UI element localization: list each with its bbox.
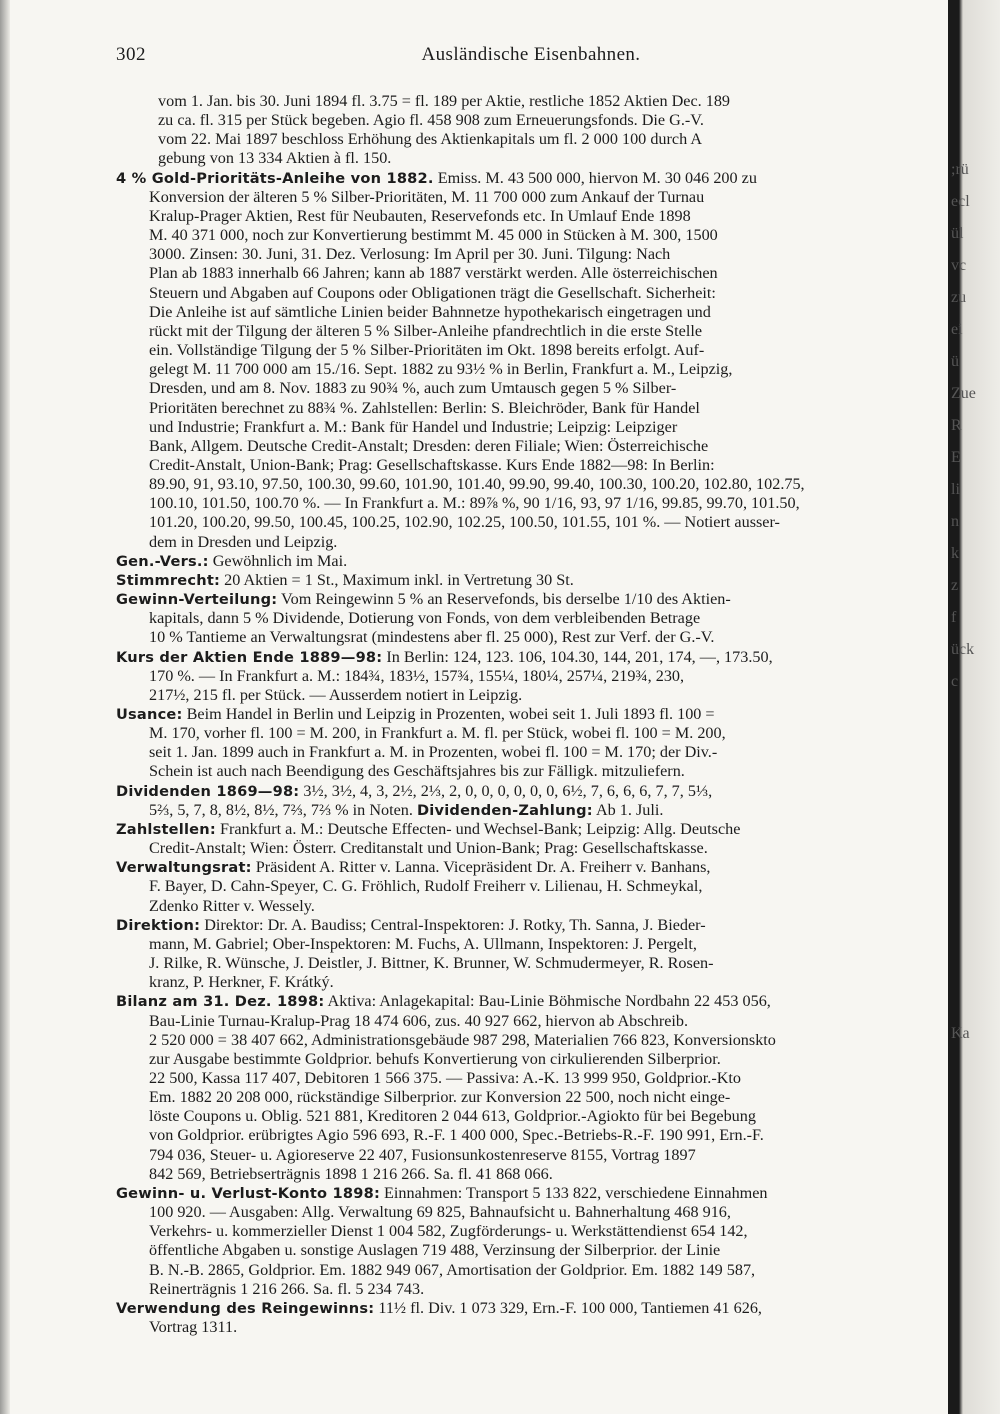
paragraph: [116, 858, 950, 915]
text-line: [116, 533, 950, 552]
line-text: öffentliche Abgaben u. sonstige Auslagen 719 488, Verzinsung der Silberprior. der Linie: [149, 1241, 721, 1260]
section-keyword: Gen.-Vers.:: [116, 552, 209, 570]
line-text: 89.90, 91, 93.10, 97.50, 100.30, 99.60, 101.90, 101.40, 99.90, 99.40, 100.30, 100.20, 102.80, 102.75,: [149, 475, 805, 494]
text-line: [116, 1012, 950, 1031]
section-keyword: Zahlstellen:: [116, 820, 216, 838]
line-text: Kralup-Prager Aktien, Rest für Neubauten, Reservefonds etc. In Umlauf Ende 1898: [149, 206, 691, 225]
line-text: seit 1. Jan. 1899 auch in Frankfurt a. M. in Prozenten, wobei fl. 100 = M. 170; der Div.-: [149, 743, 718, 762]
text-line: [116, 1050, 950, 1069]
running-title: Ausländische Eisenbahnen.: [421, 44, 641, 65]
line-text: Reinerträgnis 1 216 266. Sa. fl. 5 234 743.: [149, 1279, 425, 1298]
text-line: [116, 1241, 950, 1260]
line-text: Plan ab 1883 innerhalb 66 Jahren; kann ab 1887 verstärkt werden. Alle österreichischen: [149, 264, 718, 283]
text-line: [116, 782, 950, 801]
line-text: Verkehrs- u. kommerzieller Dienst 1 004 582, Zugförderungs- u. Werkstättendienst 654 142,: [149, 1222, 748, 1241]
text-line: [116, 264, 950, 283]
text-line: [116, 1203, 950, 1222]
text-line: [116, 130, 950, 149]
text-line: [116, 935, 950, 954]
text-line: [116, 245, 950, 264]
line-text: gelegt M. 11 700 000 am 15./16. Sept. 1882 zu 93½ % in Berlin, Frankfurt a. M., Leipzig,: [149, 360, 733, 379]
text-line: [116, 1107, 950, 1126]
text-line: [116, 628, 950, 647]
line-text: In Berlin: 124, 123. 106, 104.30, 144, 201, 174, —, 173.50,: [382, 647, 773, 666]
line-text: Aktiva: Anlagekapital: Bau-Linie Böhmische Nordbahn 22 453 056,: [324, 992, 771, 1011]
text-line: [116, 322, 950, 341]
paragraph: [116, 169, 950, 552]
text-line: [116, 149, 950, 168]
line-text: 3½, 3½, 4, 3, 2½, 2⅓, 2, 0, 0, 0, 0, 0, 0, 6½, 7, 6, 6, 6, 7, 7, 5⅓,: [299, 781, 713, 800]
text-line: [116, 341, 950, 360]
line-text: 20 Aktien = 1 St., Maximum inkl. in Vertretung 30 St.: [220, 570, 574, 589]
bleed-line: E: [951, 449, 961, 466]
section-keyword: Dividenden 1869—98:: [116, 782, 300, 800]
text-line: [116, 1318, 950, 1337]
line-text: M. 170, vorher fl. 100 = M. 200, in Frankfurt a. M. fl. per Stück, wobei fl. 100 = M. 200,: [149, 724, 726, 743]
adjacent-page-bleed: [951, 160, 1000, 720]
text-line: [116, 1222, 950, 1241]
bleed-line: ü: [951, 353, 959, 370]
section-keyword: Gewinn-Verteilung:: [116, 591, 278, 609]
bleed-line: Zue: [951, 385, 976, 402]
text-line: [116, 111, 950, 130]
line-text: Zdenko Ritter v. Wessely.: [149, 896, 315, 915]
text-line: [116, 839, 950, 858]
line-text: mann, M. Gabriel; Ober-Inspektoren: M. Fuchs, A. Ullmann, Inspektoren: J. Pergelt,: [149, 934, 697, 953]
bleed-line: vc: [951, 257, 967, 274]
section-keyword: Kurs der Aktien Ende 1889—98:: [116, 648, 383, 666]
text-line: [116, 1069, 950, 1088]
line-text: von Goldprior. erübrigtes Agio 596 693, R.-F. 1 400 000, Spec.-Betriebs-R.-F. 190 991, Ern.-F.: [149, 1126, 764, 1145]
text-line: [116, 475, 950, 494]
bleed-line: z: [951, 577, 959, 594]
text-line: [116, 1088, 950, 1107]
text-line: [116, 1299, 950, 1318]
text-line: [116, 226, 950, 245]
bleed-line: li: [951, 481, 960, 498]
text-line: [116, 379, 950, 398]
line-text: Einnahmen: Transport 5 133 822, verschiedene Einnahmen: [380, 1183, 768, 1202]
line-text: 2 520 000 = 38 407 662, Administrationsgebäude 987 298, Materialien 766 823, Konversionskto: [149, 1030, 776, 1049]
section-keyword: Bilanz am 31. Dez. 1898:: [116, 993, 325, 1011]
line-text: 101.20, 100.20, 99.50, 100.45, 100.25, 102.90, 102.25, 100.50, 101.55, 101 %. — Notiert ausser-: [149, 513, 780, 532]
text-line: [116, 954, 950, 973]
text-line: [116, 686, 950, 705]
line-text: vom 22. Mai 1897 beschloss Erhöhung des Aktienkapitals um fl. 2 000 100 durch A: [158, 130, 703, 149]
text-line: [116, 1146, 950, 1165]
line-text: M. 40 371 000, noch zur Konvertierung bestimmt M. 45 000 in Stücken à M. 300, 1500: [149, 226, 718, 245]
line-text: 22 500, Kassa 117 407, Debitoren 1 566 375. — Passiva: A.-K. 13 999 950, Goldprior.-Kto: [149, 1068, 741, 1087]
text-line: [116, 571, 950, 590]
bleed-line: ück: [951, 641, 975, 658]
line-text: 794 036, Steuer- u. Agioreserve 22 407, Fusionsunkostenreserve 8155, Vortrag 1897: [149, 1145, 696, 1164]
line-text: 5⅔, 5, 7, 8, 8½, 8½, 7⅔, 7⅔ % in Noten.: [149, 800, 417, 819]
text-line: [116, 858, 950, 877]
text-line: [116, 916, 950, 935]
section-keyword: Usance:: [116, 706, 183, 723]
line-text: gebung von 13 334 Aktien à fl. 150.: [158, 149, 392, 168]
line-text: und Industrie; Frankfurt a. M.: Bank für Handel und Industrie; Leipzig: Leipziger: [149, 417, 678, 436]
paragraph: [116, 1299, 950, 1337]
section-keyword: Verwaltungsrat:: [116, 859, 252, 877]
text-line: [116, 1126, 950, 1145]
text-line: [116, 1261, 950, 1280]
line-text: Credit-Anstalt; Wien: Österr. Creditanstalt und Union-Bank; Prag: Gesellschaftskasse.: [149, 839, 708, 858]
paragraph: [116, 648, 950, 705]
paragraph: [116, 571, 950, 590]
adjacent-page-bleed-bottom: Ka: [951, 1025, 970, 1042]
text-line: [116, 303, 950, 322]
text-line: [116, 437, 950, 456]
paragraph: [116, 705, 950, 782]
line-text: F. Bayer, D. Cahn-Speyer, C. G. Fröhlich, Rudolf Freiherr v. Lilienau, H. Schmeykal,: [149, 877, 703, 896]
line-text: rückt mit der Tilgung der älteren 5 % Silber-Anleihe pfandrechtlich in die erste Stelle: [149, 321, 703, 340]
line-text: B. N.-B. 2865, Goldprior. Em. 1882 949 067, Amortisation der Goldprior. Em. 1882 149 587,: [149, 1260, 756, 1279]
section-keyword: Dividenden-Zahlung:: [416, 801, 593, 819]
text-line: [116, 992, 950, 1011]
text-line: [116, 552, 950, 571]
text-line: [116, 399, 950, 418]
paragraph: [116, 590, 950, 647]
text-line: [116, 1031, 950, 1050]
text-line: [116, 762, 950, 781]
text-line: [116, 207, 950, 226]
paragraph: [116, 992, 950, 1184]
bleed-line: c: [951, 673, 959, 690]
page-number: 302: [116, 44, 146, 65]
line-text: 3000. Zinsen: 30. Juni, 31. Dez. Verlosung: Im April per 30. Juni. Tilgung: Nach: [149, 245, 671, 264]
text-line: [116, 513, 950, 532]
page-header: [116, 44, 946, 70]
line-text: zur Ausgabe bestimmte Goldprior. behufs Konvertierung von cirkulierenden Silberprior.: [149, 1049, 721, 1068]
bleed-line: ei: [951, 321, 963, 338]
text-line: [116, 820, 950, 839]
bleed-line: f: [951, 609, 957, 626]
text-line: [116, 456, 950, 475]
text-line: [116, 1165, 950, 1184]
bleed-line: ül: [951, 225, 964, 242]
line-text: Dresden, und am 8. Nov. 1883 zu 90¾ %, auch zum Umtausch gegen 5 % Silber-: [149, 379, 677, 398]
line-text: Frankfurt a. M.: Deutsche Effecten- und Wechsel-Bank; Leipzig: Allg. Deutsche: [215, 819, 741, 838]
line-text: löste Coupons u. Oblig. 521 881, Kreditoren 2 044 613, Goldprior.-Agiokto für bei Begebung: [149, 1107, 756, 1126]
text-line: [116, 188, 950, 207]
line-text: Konversion der älteren 5 % Silber-Prioritäten, M. 11 700 000 zum Ankauf der Turnau: [149, 187, 705, 206]
line-text: 217½, 215 fl. per Stück. — Ausserdem notiert in Leipzig.: [149, 685, 523, 704]
line-text: Präsident A. Ritter v. Lanna. Vicepräsident Dr. A. Freiherr v. Banhans,: [251, 858, 711, 877]
text-line: [116, 1280, 950, 1299]
text-line: [116, 724, 950, 743]
line-text: Die Anleihe ist auf sämtliche Linien beider Bahnnetze hypothekarisch eingetragen und: [149, 302, 711, 321]
line-text: Schein ist auch nach Beendigung des Geschäftsjahres bis zur Fälligk. mitzuliefern.: [149, 762, 685, 781]
section-keyword: Verwendung des Reingewinns:: [116, 1299, 375, 1317]
text-line: [116, 648, 950, 667]
line-text: Emiss. M. 43 500 000, hiervon M. 30 046 200 zu: [433, 168, 757, 187]
paragraph: [116, 916, 950, 993]
line-text: Vom Reingewinn 5 % an Reservefonds, bis derselbe 1/10 des Aktien-: [277, 590, 731, 609]
line-text: Em. 1882 20 208 000, rückständige Silberprior. zur Konversion 22 500, noch nicht einge-: [149, 1088, 731, 1107]
paragraph: [116, 92, 950, 169]
line-text: ein. Vollständige Tilgung der 5 % Silber-Prioritäten im Okt. 1898 bereits erfolgt. Auf-: [149, 341, 705, 360]
line-text: Bau-Linie Turnau-Kralup-Prag 18 474 606, zus. 40 927 662, hiervon ab Abschreib.: [149, 1011, 689, 1030]
line-text: Vortrag 1311.: [149, 1318, 238, 1336]
line-text: vom 1. Jan. bis 30. Juni 1894 fl. 3.75 = fl. 189 per Aktie, restliche 1852 Aktien Dec. 189: [158, 92, 731, 110]
text-line: [116, 169, 950, 188]
line-text: kapitals, dann 5 % Dividende, Dotierung von Fonds, von dem verbleibenden Betrage: [149, 609, 701, 628]
line-text: Prioritäten berechnet zu 88¾ %. Zahlstellen: Berlin: S. Bleichröder, Bank für Handel: [149, 398, 700, 417]
paragraph: [116, 782, 950, 820]
line-text: kranz, P. Herkner, F. Krátký.: [149, 973, 334, 992]
bleed-line: zu: [951, 289, 967, 306]
line-text: Direktor: Dr. A. Baudiss; Central-Inspektoren: J. Rotky, Th. Sanna, J. Bieder-: [200, 915, 706, 934]
line-text: zu ca. fl. 315 per Stück begeben. Agio fl. 458 908 zum Erneuerungsfonds. Die G.-V.: [158, 111, 704, 130]
text-line: [116, 284, 950, 303]
line-text: 10 % Tantieme an Verwaltungsrat (mindestens aber fl. 25 000), Rest zur Verf. der G.-V.: [149, 628, 715, 647]
section-keyword: 4 % Gold-Prioritäts-Anleihe von 1882.: [116, 169, 434, 187]
bleed-line: ;rü: [951, 161, 969, 178]
text-line: [116, 743, 950, 762]
line-text: 842 569, Betriebserträgnis 1898 1 216 266. Sa. fl. 41 868 066.: [149, 1164, 553, 1183]
text-line: [116, 92, 950, 111]
text-line: [116, 897, 950, 916]
line-text: Steuern und Abgaben auf Coupons oder Obligationen trägt die Gesellschaft. Sicherheit:: [149, 283, 716, 302]
main-text-column: [116, 92, 950, 1372]
paragraph: [116, 552, 950, 571]
line-text: J. Rilke, R. Wünsche, J. Deistler, J. Bittner, K. Brunner, W. Schmudermeyer, R. Rosen-: [149, 954, 714, 973]
line-text: 100 920. — Ausgaben: Allg. Verwaltung 69 825, Bahnaufsicht u. Bahnerhaltung 468 916,: [149, 1203, 731, 1222]
scan-left-edge: [0, 0, 10, 1414]
section-keyword: Gewinn- u. Verlust-Konto 1898:: [116, 1184, 380, 1202]
text-line: [116, 418, 950, 437]
text-line: [116, 877, 950, 896]
bleed-line: k: [951, 545, 959, 562]
text-line: [116, 705, 950, 724]
text-line: [116, 973, 950, 992]
paragraph: [116, 1184, 950, 1299]
text-line: [116, 667, 950, 686]
text-line: [116, 360, 950, 379]
line-text: 170 %. — In Frankfurt a. M.: 184¾, 183½, 157¾, 155¼, 180¼, 257¼, 219¾, 230,: [149, 666, 685, 685]
text-line: [116, 1184, 950, 1203]
bleed-line: R: [951, 417, 962, 434]
section-keyword: Stimmrecht:: [116, 571, 221, 589]
text-line: [116, 609, 950, 628]
bleed-line: ecl: [951, 193, 970, 210]
line-text: Bank, Allgem. Deutsche Credit-Anstalt; Dresden: deren Filiale; Wien: Österreichische: [149, 436, 709, 455]
text-line: [116, 590, 950, 609]
line-text: 100.10, 101.50, 100.70 %. — In Frankfurt a. M.: 89⅞ %, 90 1/16, 93, 97 1/16, 99.85, 99.70, 101.50,: [149, 494, 800, 513]
line-text: Credit-Anstalt, Union-Bank; Prag: Gesellschaftskasse. Kurs Ende 1882—98: In Berlin:: [149, 455, 715, 474]
section-keyword: Direktion:: [116, 916, 201, 934]
bleed-line: n: [951, 513, 959, 530]
text-line: [116, 494, 950, 513]
line-text: dem in Dresden und Leipzig.: [149, 532, 338, 551]
line-text: 11½ fl. Div. 1 073 329, Ern.-F. 100 000, Tantiemen 41 626,: [374, 1298, 762, 1317]
text-line: [116, 801, 950, 820]
line-text: Beim Handel in Berlin und Leipzig in Prozenten, wobei seit 1. Juli 1893 fl. 100 =: [182, 705, 715, 723]
line-text: Gewöhnlich im Mai.: [208, 551, 348, 570]
paragraph: [116, 820, 950, 858]
line-text: Ab 1. Juli.: [592, 800, 664, 819]
